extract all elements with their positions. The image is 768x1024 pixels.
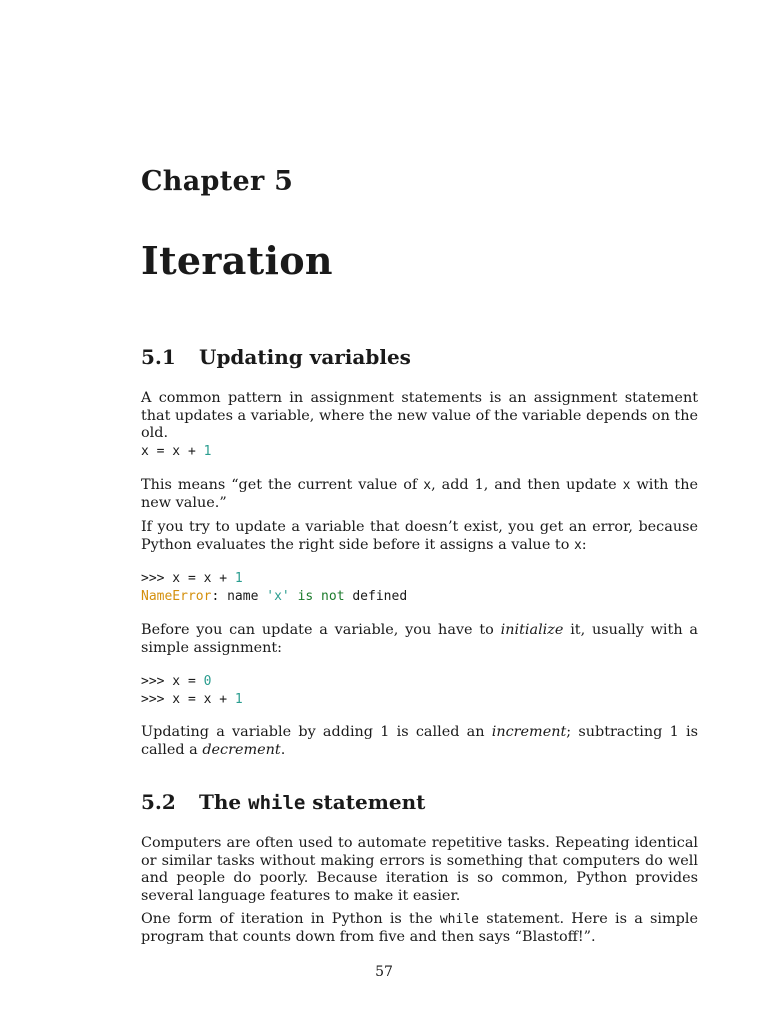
section-heading-5-2: 5.2 The while statement (141, 790, 426, 814)
page-number: 57 (375, 964, 393, 980)
section-heading-5-1 (141, 345, 698, 369)
paragraph: If you try to update a variable that doesn’t exist, you get an error, because Python evaluates the right side before it assigns a value to x: (141, 519, 698, 553)
paragraph: A common pattern in assignment statements is an assignment statement that updates a variable, where the new value of the variable depends on the old. (141, 390, 698, 441)
section-number: 5.1 (141, 345, 176, 369)
paragraph: Updating a variable by adding 1 is called an increment; subtracting 1 is called a decrement. (141, 724, 698, 758)
paragraph: Before you can update a variable, you have to initialize it, usually with a simple assignment: (141, 622, 698, 656)
chapter-title: Iteration (141, 238, 333, 283)
code-block: >>> x = 0 >>> x = x + 1 (141, 674, 243, 707)
section-title: Updating variables (199, 345, 411, 369)
section-number: 5.2 (141, 790, 176, 814)
paragraph: This means “get the current value of x, add 1, and then update x with the new value.” (141, 477, 698, 511)
chapter-label: Chapter 5 (141, 166, 294, 197)
code-block: x = x + 1 (141, 444, 212, 459)
paragraph: One form of iteration in Python is the while statement. Here is a simple program that counts down from five and then says “Blastoff!”. (141, 911, 698, 945)
paragraph: Computers are often used to automate repetitive tasks. Repeating identical or similar tasks without making errors is something that computers do well and people do poorly. Because iteration is so common, Python provides several language features to make it easier. (141, 835, 698, 904)
code-block: >>> x = x + 1 NameError: name 'x' is not defined (141, 571, 408, 604)
